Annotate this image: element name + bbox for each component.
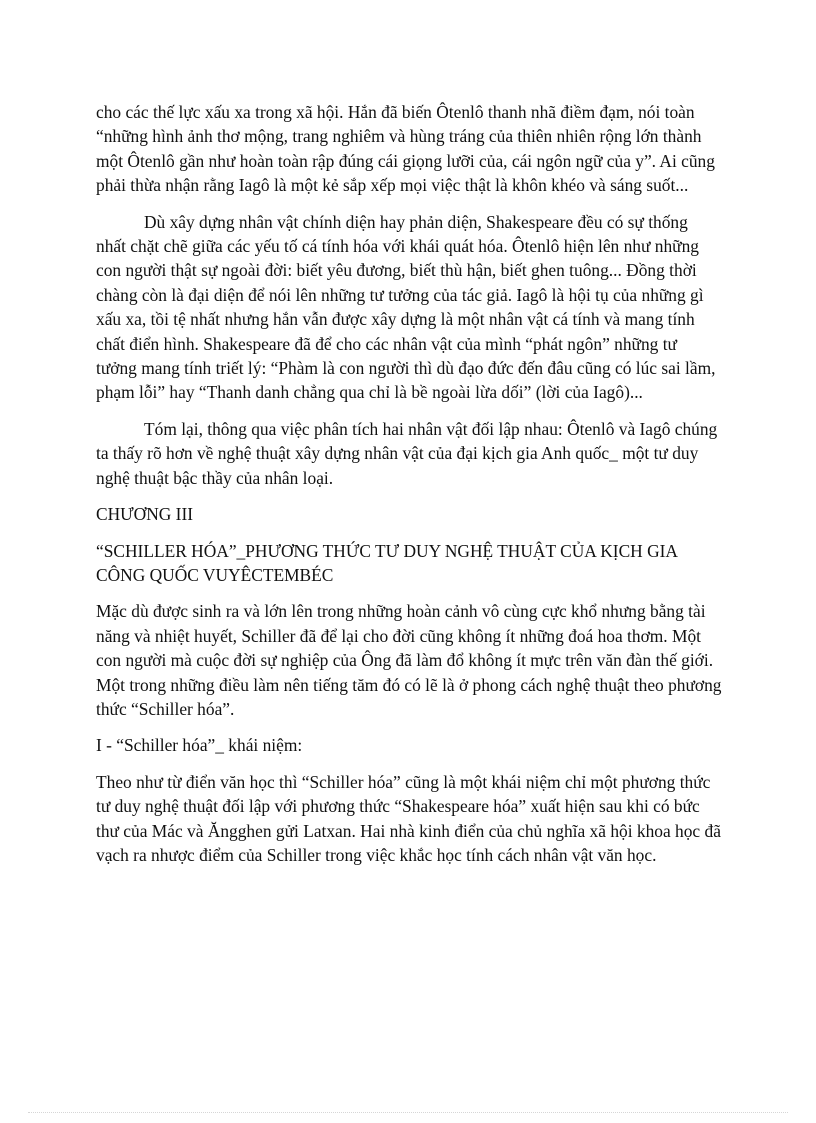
paragraph-character-building: Dù xây dựng nhân vật chính diện hay phản diện, Shakespeare đều có sự thống nhất chặt chẽ giữa các yếu tố cá tính hóa với khái quát hóa. Ôtenlô hiện lên như những con người thật sự ngoài đời: biết yêu đương, biết thù hận, biết ghen tuông... Đồng thời chàng còn là đại diện để nói lên những tư tưởng của tác giả. Iagô là hội tụ của những gì xấu xa, tồi tệ nhất nhưng hắn vẫn được xây dựng là một nhân vật cá tính và mang tính chất điển hình. Shakespeare đã để cho các nhân vật của mình “phát ngôn” những tư tưởng mang tính triết lý: “Phàm là con người thì dù đạo đức đến đâu cũng có lúc sai lầm, phạm lỗi” hay “Thanh danh chẳng qua chỉ là bề ngoài lừa dối” (lời của Iagô)...: [96, 211, 716, 403]
paragraph-iago-continuation: cho các thế lực xấu xa trong xã hội. Hắn đã biến Ôtenlô thanh nhã điềm đạm, nói toàn “những hình ảnh thơ mộng, trang nghiêm và hùng tráng của thiên nhiên rộng lớn thành một Ôtenlô gần như hoàn toàn rập đúng cái giọng lưỡi của, cái ngôn ngữ của y”. Ai cũng phải thừa nhận rằng Iagô là một kẻ sắp xếp mọi việc thật là khôn khéo và sáng suốt...: [96, 102, 715, 196]
paragraph-summary: Tóm lại, thông qua việc phân tích hai nhân vật đối lập nhau: Ôtenlô và Iagô chúng ta thấy rõ hơn về nghệ thuật xây dựng nhân vật của đại kịch gia Anh quốc_ một tư duy nghệ thuật bậc thầy của nhân loại.: [96, 418, 718, 488]
section-heading: I - “Schiller hóa”_ khái niệm:: [96, 735, 303, 756]
paragraph-schiller-intro: Mặc dù được sinh ra và lớn lên trong những hoàn cảnh vô cùng cực khổ nhưng bằng tài năng và nhiệt huyết, Schiller đã để lại cho đời cũng không ít những đoá hoa thơm. Một con người mà cuộc đời sự nghiệp của Ông đã làm đổ không ít mực trên văn đàn thế giới. Một trong những điều làm nên tiếng tăm đó có lẽ là ở phong cách nghệ thuật theo phương thức “Schiller hóa”.: [96, 601, 722, 719]
document-body: [96, 100, 722, 879]
page-bottom-divider: [28, 1112, 788, 1113]
paragraph-schiller-definition: Theo như từ điển văn học thì “Schiller hóa” cũng là một khái niệm chỉ một phương thức tư duy nghệ thuật đối lập với phương thức “Shakespeare hóa” xuất hiện sau khi có bức thư của Mác và Ăngghen gửi Latxan. Hai nhà kinh điển của chủ nghĩa xã hội khoa học đã vạch ra nhược điểm của Schiller trong việc khắc học tính cách nhân vật văn học.: [96, 771, 721, 865]
chapter-heading: CHƯƠNG III: [96, 504, 194, 525]
chapter-title: “SCHILLER HÓA”_PHƯƠNG THỨC TƯ DUY NGHỆ THUẬT CỦA KỊCH GIA CÔNG QUỐC VUYÊCTEMBÉC: [96, 540, 678, 585]
